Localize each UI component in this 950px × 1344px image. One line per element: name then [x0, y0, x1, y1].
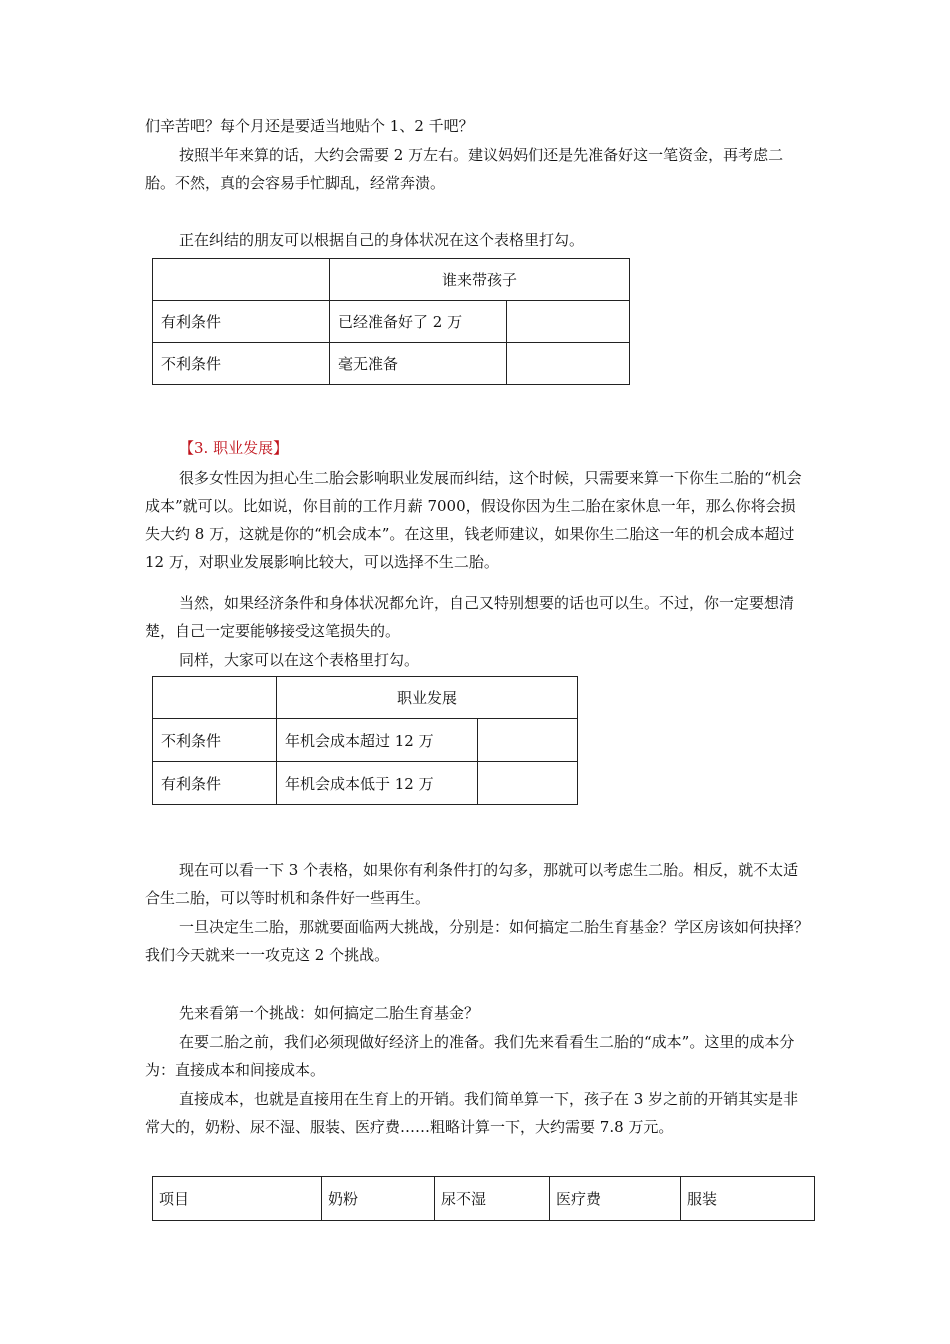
table1-empty-corner — [153, 259, 330, 301]
table3-header-medical: 医疗费 — [550, 1177, 681, 1221]
paragraph-8: 一旦决定生二胎，那就要面临两大挑战，分别是：如何搞定二胎生育基金？学区房该如何抉择？我们今天就来一一攻克这 2 个挑战。 — [145, 918, 810, 964]
paragraph-11: 直接成本，也就是直接用在生育上的开销。我们简单算一下，孩子在 3 岁之前的开销其实是非常大的，奶粉、尿不湿、服装、医疗费……粗略计算一下，大约需要 7.8 万元。 — [145, 1090, 799, 1136]
table2-row2-condition: 年机会成本低于 12 万 — [277, 762, 478, 805]
table1-row2-condition: 毫无准备 — [330, 343, 507, 385]
table2-header: 职业发展 — [277, 677, 578, 719]
table2-row2-label: 有利条件 — [153, 762, 277, 805]
paragraph-9: 先来看第一个挑战：如何搞定二胎生育基金？ — [179, 1004, 480, 1022]
table1-header: 谁来带孩子 — [330, 259, 630, 301]
table2-empty-corner — [153, 677, 277, 719]
table1-row2-checkbox[interactable] — [507, 343, 630, 385]
table3-header-diapers: 尿不湿 — [435, 1177, 550, 1221]
table-row — [153, 719, 578, 762]
table-who-cares-child — [152, 258, 630, 385]
table1-row2-label: 不利条件 — [153, 343, 330, 385]
table1-row1-condition: 已经准备好了 2 万 — [330, 301, 507, 343]
table3-header-item: 项目 — [153, 1177, 322, 1221]
paragraph-2: 按照半年来算的话，大约会需要 2 万左右。建议妈妈们还是先准备好这一笔资金，再考虑二胎。不然，真的会容易手忙脚乱，经常奔溃。 — [145, 146, 784, 192]
table-row — [153, 1177, 815, 1221]
table-direct-costs — [152, 1176, 815, 1221]
paragraph-3: 正在纠结的朋友可以根据自己的身体状况在这个表格里打勾。 — [179, 231, 585, 249]
paragraph-10: 在要二胎之前，我们必须现做好经济上的准备。我们先来看看生二胎的“成本”。这里的成本分为：直接成本和间接成本。 — [145, 1033, 795, 1079]
table2-row1-checkbox[interactable] — [478, 719, 578, 762]
table-row — [153, 762, 578, 805]
paragraph-1: 们辛苦吧？每个月还是要适当地贴个 1、2 千吧？ — [145, 117, 474, 135]
table-row — [153, 301, 630, 343]
table3-header-clothing: 服装 — [681, 1177, 815, 1221]
paragraph-7: 现在可以看一下 3 个表格，如果你有利条件打的勾多，那就可以考虑生二胎。相反，就不太适合生二胎，可以等时机和条件好一些再生。 — [145, 861, 799, 907]
table1-row1-label: 有利条件 — [153, 301, 330, 343]
paragraph-4: 很多女性因为担心生二胎会影响职业发展而纠结，这个时候，只需要来算一下你生二胎的“机会成本”就可以。比如说，你目前的工作月薪 7000，假设你因为生二胎在家休息一年，那么你将会损失大约 8 万，这就是你的“机会成本”。在这里，钱老师建议，如果你生二胎这一年的机会成本超过 12 万，对职业发展影响比较大，可以选择不生二胎。 — [145, 469, 802, 571]
table-career-development — [152, 676, 578, 805]
table1-row1-checkbox[interactable] — [507, 301, 630, 343]
section-heading-career: 【3. 职业发展】 — [179, 439, 289, 457]
table2-row1-label: 不利条件 — [153, 719, 277, 762]
table2-row2-checkbox[interactable] — [478, 762, 578, 805]
table3-header-milk-powder: 奶粉 — [322, 1177, 435, 1221]
paragraph-5: 当然，如果经济条件和身体状况都允许，自己又特别想要的话也可以生。不过，你一定要想清楚，自己一定要能够接受这笔损失的。 — [145, 594, 795, 640]
paragraph-6: 同样，大家可以在这个表格里打勾。 — [179, 651, 420, 669]
table-row — [153, 343, 630, 385]
table2-row1-condition: 年机会成本超过 12 万 — [277, 719, 478, 762]
